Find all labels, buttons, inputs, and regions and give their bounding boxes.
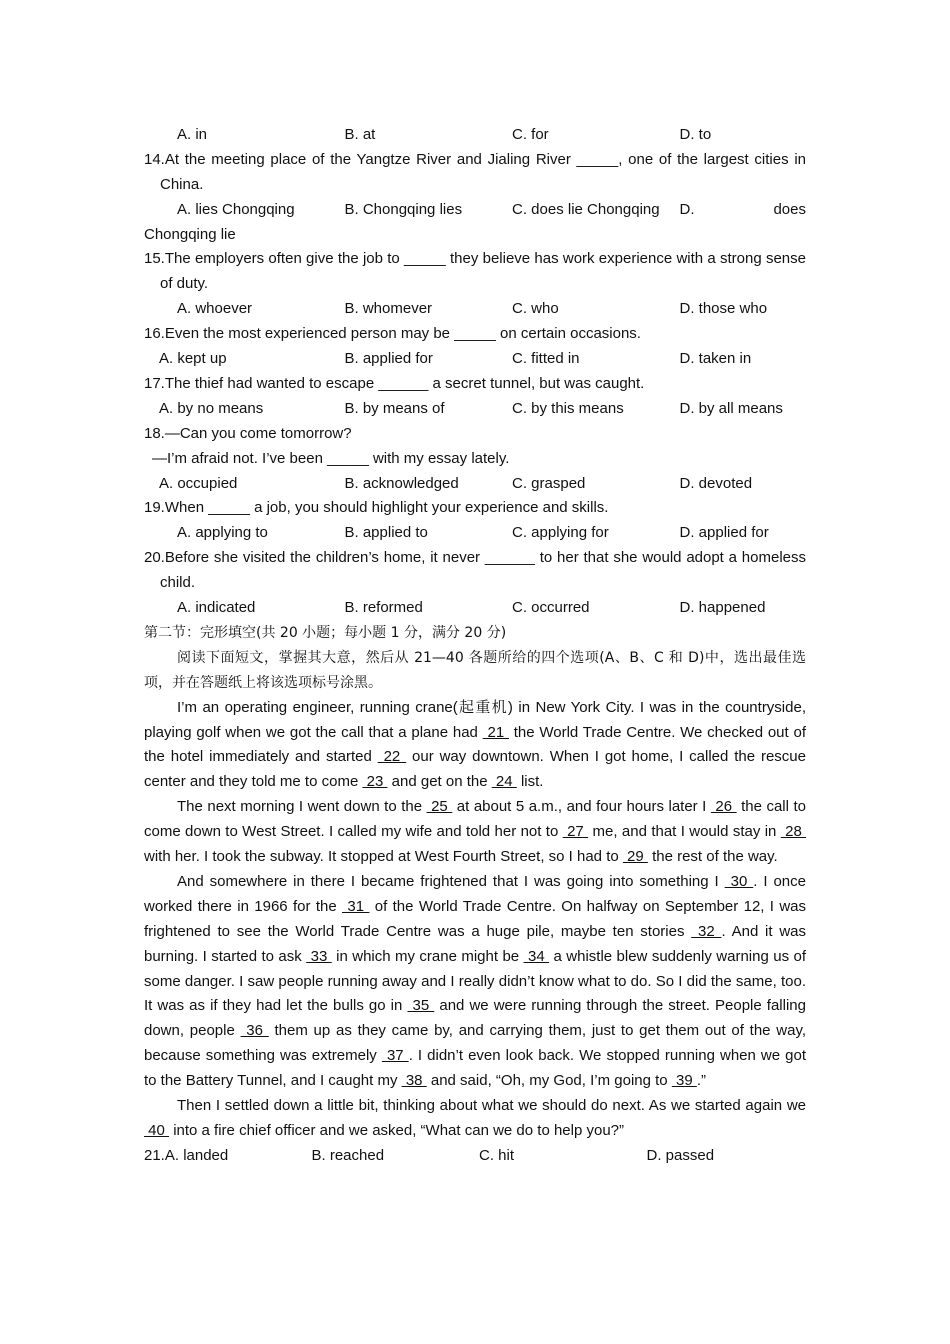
option-d-text: does (773, 200, 806, 218)
q16-options (144, 347, 806, 372)
blank-38: 38 (401, 1072, 427, 1090)
option: D. devoted (679, 474, 753, 492)
option: A. by no means (159, 399, 264, 417)
option-d (680, 198, 807, 223)
option: C. for (512, 126, 549, 143)
blank-36: 36 (240, 1022, 269, 1040)
q14-options (144, 198, 806, 223)
option: D. applied for (679, 524, 769, 542)
option: C. grasped (512, 474, 586, 492)
option: C. does lie Chongqing (512, 200, 660, 218)
blank-24: 24 (491, 773, 517, 791)
blank-26: 26 (710, 798, 737, 816)
question-18-reply: —I’m afraid not. I’ve been _____ with my essay lately. (152, 449, 510, 467)
question-15-stem: 15.The employers often give the job to _____ they believe has work experience with a strong sense of duty. (144, 250, 806, 293)
option: D. passed (646, 1146, 715, 1164)
question-20-stem: 20.Before she visited the children’s home, it never ______ to her that she would adopt a homeless child. (144, 549, 806, 592)
section-heading: 第二节：完形填空(共 20 小题；每小题 1 分，满分 20 分) (144, 624, 507, 641)
option: D. taken in (679, 350, 752, 368)
blank-31: 31 (342, 897, 370, 915)
option: D. to (679, 126, 712, 143)
q17-options (144, 397, 806, 422)
option: B. reformed (344, 599, 423, 617)
option: D. those who (679, 300, 768, 318)
option: B. acknowledged (344, 474, 459, 492)
q18-options (144, 472, 806, 497)
q15-options (144, 297, 806, 322)
option: B. Chongqing lies (344, 200, 463, 218)
option: B. applied to (344, 524, 428, 542)
blank-23: 23 (362, 773, 388, 791)
passage-paragraph-2: The next morning I went down to the 25 at about 5 a.m., and four hours later I 26 the call to come down to West Street. I called my wife and told her not to 27 me, and that I would stay in 28 with her. I took the subway. It stopped at West Fourth Street, so I had to 29 the rest of the way. (144, 798, 807, 866)
option: A. lies Chongqing (177, 200, 295, 218)
option: B. reached (311, 1146, 385, 1164)
option: A. kept up (159, 350, 227, 368)
option-d-label: D. (679, 200, 695, 218)
question-19-stem: 19.When _____ a job, you should highlight your experience and skills. (144, 499, 609, 517)
section-instructions: 阅读下面短文，掌握其大意，然后从 21—40 各题所给的四个选项(A、B、C 和 D)中，选出最佳选项，并在答题纸上将该选项标号涂黑。 (144, 649, 806, 691)
option: C. by this means (512, 399, 624, 417)
option: A. whoever (177, 300, 253, 318)
option: 21.A. landed (144, 1146, 229, 1164)
option: B. at (344, 126, 376, 143)
blank-27: 27 (562, 823, 589, 841)
blank-32: 32 (691, 922, 722, 940)
blank-34: 34 (523, 947, 550, 965)
option: C. hit (479, 1146, 515, 1164)
blank-25: 25 (426, 798, 453, 816)
question-16-stem: 16.Even the most experienced person may be _____ on certain occasions. (144, 325, 641, 343)
option: A. indicated (177, 599, 256, 617)
question-17-stem: 17.The thief had wanted to escape ______ a secret tunnel, but was caught. (144, 374, 645, 392)
q13-options (144, 123, 806, 148)
q21-options (144, 1144, 806, 1169)
option: C. fitted in (512, 350, 580, 368)
option: B. applied for (344, 350, 433, 368)
option-d-wrap: Chongqing lie (144, 225, 236, 243)
exam-page (144, 123, 806, 1169)
passage-paragraph-1: I’m an operating engineer, running crane(起重机) in New York City. I was in the countryside, playing golf when we got the call that a plane had 21 the World Trade Centre. We checked out of the hotel immediately and started 22 our way downtown. When I got home, I called the rescue center and they told me to come 23 and get on the 24 list. (144, 698, 806, 791)
option: B. by means of (344, 399, 445, 417)
blank-29: 29 (622, 848, 648, 866)
option: A. in (177, 126, 208, 143)
q19-options (144, 521, 806, 546)
option: D. by all means (679, 399, 783, 417)
option: C. occurred (512, 599, 590, 617)
question-14-stem: 14.At the meeting place of the Yangtze River and Jialing River _____, one of the largest cities in China. (144, 150, 806, 193)
blank-40: 40 (144, 1122, 170, 1140)
q20-options (144, 596, 806, 621)
blank-39: 39 (671, 1072, 697, 1090)
option: C. who (512, 300, 559, 318)
blank-30: 30 (724, 872, 754, 890)
question-18-stem: 18.—Can you come tomorrow? (144, 424, 352, 442)
option: C. applying for (512, 524, 609, 542)
blank-35: 35 (407, 997, 435, 1015)
option: B. whomever (344, 300, 433, 318)
blank-22: 22 (377, 748, 407, 766)
option: A. applying to (177, 524, 268, 542)
option: A. occupied (159, 474, 238, 492)
passage-paragraph-3: And somewhere in there I became frightened that I was going into something I 30 . I once worked there in 1966 for the 31 of the World Trade Centre. On halfway on September 12, I was frightened to see the World Trade Centre was a huge pile, maybe ten stories 32 . And it was burning. I started to ask 33 in which my crane might be 34 a whistle blew suddenly warning us of some danger. I saw people running away and I really didn’t know what to do. So I did the same, too. It was as if they had let the bulls go in 35 and we were running through the street. People falling down, people 36 them up as they came by, and carrying them, just to get them out of the way, because something was extremely 37 . I didn’t even look back. We stopped running when we got to the Battery Tunnel, and I caught my 38 and said, “Oh, my God, I’m going to 39 .” (144, 872, 807, 1090)
blank-33: 33 (306, 947, 332, 965)
option: D. happened (679, 599, 766, 617)
blank-37: 37 (381, 1047, 409, 1065)
blank-21: 21 (482, 723, 509, 741)
blank-28: 28 (780, 823, 807, 841)
passage-paragraph-4: Then I settled down a little bit, thinking about what we should do next. As we started again we 40 into a fire chief officer and we asked, “What can we do to help you?” (144, 1097, 806, 1140)
